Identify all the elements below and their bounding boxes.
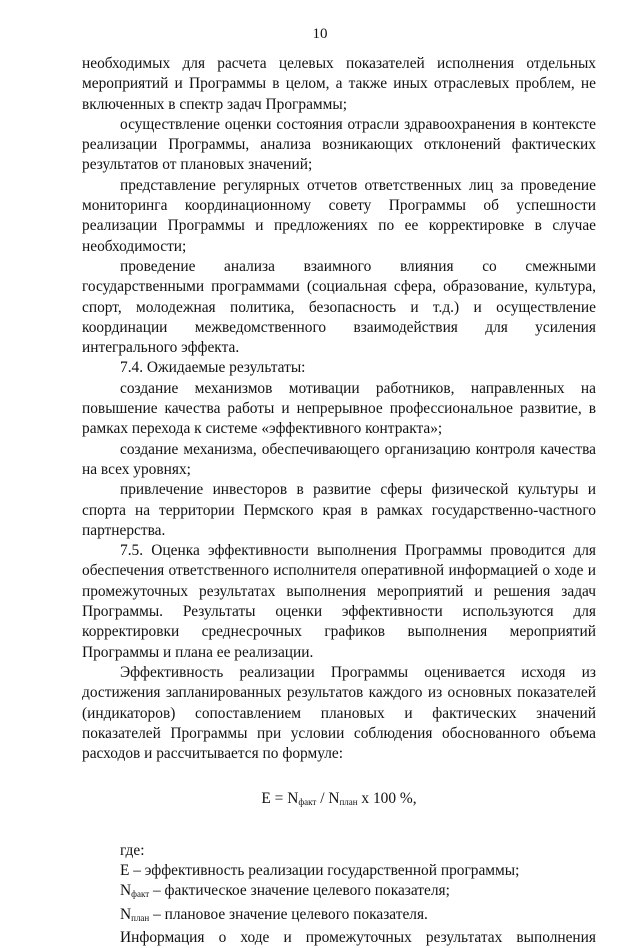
formula-sub-fact: факт bbox=[298, 797, 317, 808]
paragraph-reports: представление регулярных отчетов ответственных лиц за проведение мониторинга координационному совету Программы об успешности реализации Программы и предложениях по ее корректировке в случае необходимости; bbox=[82, 176, 596, 255]
paragraph-assessment: осуществление оценки состояния отрасли здравоохранения в контексте реализации Программы, анализа возникающих отклонений фактических результатов от плановых значений; bbox=[82, 115, 596, 174]
definitions-where: где: bbox=[120, 841, 145, 859]
n-plan-sub: план bbox=[131, 912, 150, 923]
efficiency-formula bbox=[82, 789, 596, 812]
paragraph-motivation: создание механизмов мотивации работников, направленных на повышение качества работы и непрерывное профессиональное развитие, в рамках перехода к системе «эффективного контракта»; bbox=[82, 379, 596, 438]
definition-e: E – эффективность реализации государственной программы; bbox=[120, 861, 520, 879]
section-heading-7-4: 7.4. Ожидаемые результаты: bbox=[120, 359, 306, 377]
paragraph-efficiency: Эффективность реализации Программы оценивается исходя из достижения запланированных результатов каждого из основных показателей (индикаторов) сопоставлением плановых и фактических значений показателей Программы при условии соблюдения обоснованного объема расходов и рассчитывается по формуле: bbox=[82, 663, 596, 763]
formula-sub-plan: план bbox=[339, 797, 358, 808]
n-fact-sub: факт bbox=[131, 889, 150, 900]
formula-lhs: E = N bbox=[261, 790, 299, 808]
paragraph-section-7-5: 7.5. Оценка эффективности выполнения Программы проводится для обеспечения ответственного исполнителя оперативной информацией о ходе и промежуточных результатах выполнения мероприятий и решения задач Программы. Результаты оценки эффективности используются для корректировки среднесрочных графиков выполнения мероприятий Программы и плана ее реализации. bbox=[82, 542, 596, 661]
n-plan-text: – плановое значение целевого показателя. bbox=[149, 905, 428, 923]
paragraph-information: Информация о ходе и промежуточных результатах выполнения bbox=[120, 928, 596, 946]
n-fact-text: – фактическое значение целевого показателя; bbox=[149, 882, 450, 900]
n-letter: N bbox=[120, 882, 132, 900]
document-body bbox=[82, 54, 596, 948]
definition-n-plan bbox=[82, 905, 596, 928]
formula-middle: / N bbox=[316, 790, 340, 808]
paragraph-investors: привлечение инвесторов в развитие сферы физической культуры и спорта на территории Пермского края в рамках государственно-частного партнерства. bbox=[82, 481, 596, 539]
paragraph-analysis: проведение анализа взаимного влияния со смежными государственными программами (социальная сфера, образование, культура, спорт, молодежная политика, безопасность и т.д.) и осуществление координации межведомственного взаимодействия для усиления интегрального эффекта. bbox=[82, 257, 596, 357]
formula-rhs: x 100 %, bbox=[357, 790, 417, 808]
n-letter-plan: N bbox=[120, 905, 132, 923]
paragraph-quality-control: создание механизма, обеспечивающего организацию контроля качества на всех уровнях; bbox=[82, 440, 596, 478]
paragraph-continuation: необходимых для расчета целевых показателей исполнения отдельных мероприятий и Программы в целом, а также иных отраслевых проблем, не включенных в спектр задач Программы; bbox=[82, 55, 596, 113]
definition-n-fact bbox=[82, 881, 596, 904]
page-number: 10 bbox=[312, 26, 328, 42]
